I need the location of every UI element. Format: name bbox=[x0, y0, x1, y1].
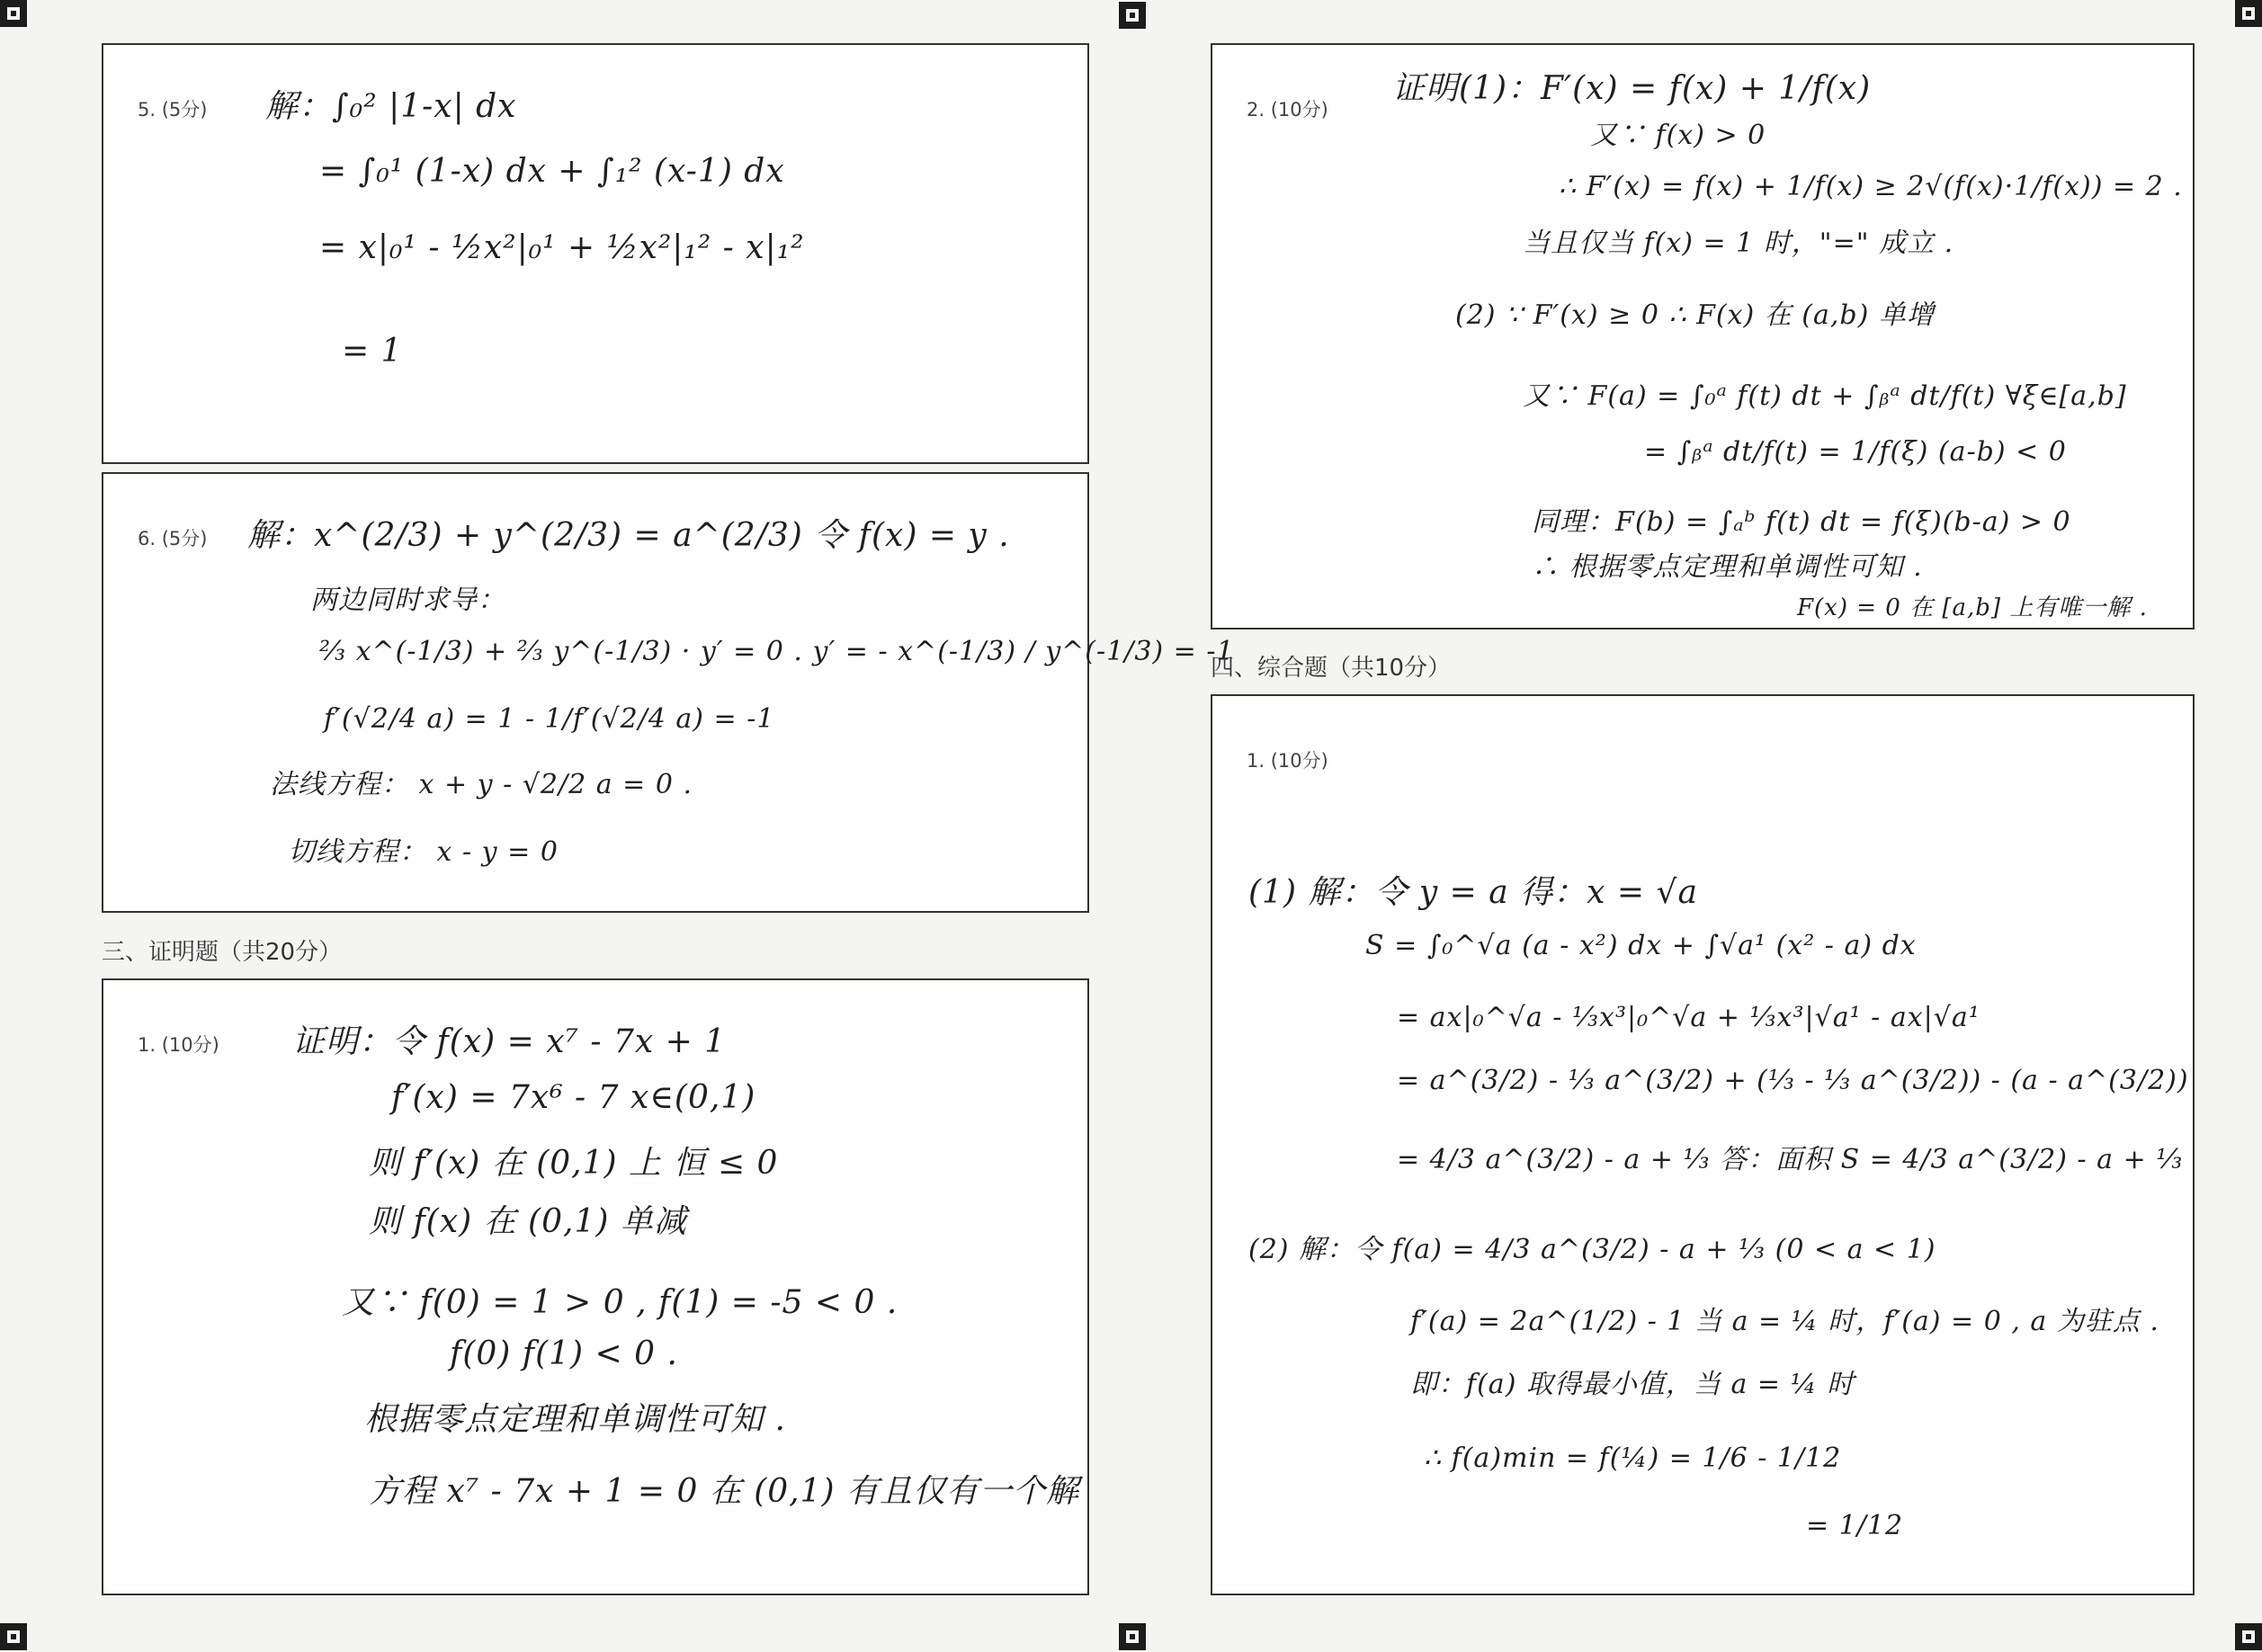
handwritten-line: f′(x) = 7x⁶ - 7 x∈(0,1) bbox=[391, 1079, 756, 1116]
handwritten-line: = 1 bbox=[342, 333, 403, 370]
handwritten-line: 两边同时求导： bbox=[310, 585, 505, 616]
handwritten-line: 同理：F(b) = ∫ₐᵇ f(t) dt = f(ξ)(b-a) > 0 bbox=[1532, 506, 2071, 538]
handwritten-line: = 4/3 a^(3/2) - a + ⅓ 答：面积 S = 4/3 a^(3/2) - a + ⅓ bbox=[1397, 1144, 2184, 1175]
handwritten-line: 则 f′(x) 在 (0,1) 上 恒 ≤ 0 bbox=[369, 1145, 779, 1182]
registration-marker-bottom-right bbox=[2235, 1623, 2262, 1650]
handwritten-line: 则 f(x) 在 (0,1) 单减 bbox=[369, 1203, 687, 1240]
answer-box-proof-1 bbox=[102, 978, 1089, 1595]
handwritten-line: 法线方程： x + y - √2/2 a = 0 . bbox=[270, 769, 693, 800]
answer-box-comprehensive-1 bbox=[1211, 694, 2195, 1595]
question-label: 1. (10分) bbox=[138, 1034, 219, 1056]
section-heading-proofs: 三、证明题（共20分） bbox=[102, 939, 343, 966]
handwritten-line: 即：f(a) 取得最小值，当 a = ¼ 时 bbox=[1410, 1369, 1855, 1400]
registration-marker-top-left bbox=[0, 0, 27, 27]
question-label: 6. (5分) bbox=[138, 528, 208, 549]
handwritten-line: = ∫ᵦᵃ dt/f(t) = 1/f(ξ) (a-b) < 0 bbox=[1644, 436, 2067, 468]
question-label: 1. (10分) bbox=[1247, 750, 1328, 772]
handwritten-line: 又∵ f(x) > 0 bbox=[1590, 120, 1766, 151]
handwritten-line: = x|₀¹ - ½x²|₀¹ + ½x²|₁² - x|₁² bbox=[319, 229, 805, 266]
handwritten-line: ⅔ x^(-1/3) + ⅔ y^(-1/3) · y′ = 0 . y′ = - x^(-1/3) / y^(-1/3) = -1 bbox=[319, 636, 1235, 667]
handwritten-line: F(x) = 0 在 [a,b] 上有唯一解 . bbox=[1797, 594, 2148, 621]
handwritten-line: ∴ f(a)min = f(¼) = 1/6 - 1/12 bbox=[1424, 1442, 1842, 1474]
handwritten-line: f′(a) = 2a^(1/2) - 1 当 a = ¼ 时，f′(a) = 0 , a 为驻点 . bbox=[1410, 1306, 2159, 1337]
handwritten-line: S = ∫₀^√a (a - x²) dx + ∫√a¹ (x² - a) dx bbox=[1365, 930, 1917, 961]
handwritten-line: f(0) f(1) < 0 . bbox=[450, 1335, 678, 1372]
handwritten-line: 解：∫₀² |1-x| dx bbox=[265, 88, 517, 125]
handwritten-line: 又∵ F(a) = ∫₀ᵃ f(t) dt + ∫ᵦᵃ dt/f(t) ∀ξ∈[a,b] bbox=[1523, 380, 2127, 412]
handwritten-line: 根据零点定理和单调性可知 . bbox=[364, 1401, 786, 1438]
handwritten-line: 又∵ f(0) = 1 > 0 , f(1) = -5 < 0 . bbox=[342, 1284, 899, 1321]
registration-marker-bottom-left bbox=[0, 1623, 27, 1650]
question-label: 2. (10分) bbox=[1247, 99, 1328, 121]
handwritten-line: = ax|₀^√a - ⅓x³|₀^√a + ⅓x³|√a¹ - ax|√a¹ bbox=[1397, 1002, 1980, 1033]
answer-box-q6 bbox=[102, 472, 1235, 913]
handwritten-line: = a^(3/2) - ⅓ a^(3/2) + (⅓ - ⅓ a^(3/2)) - (a - a^(3/2)) bbox=[1397, 1065, 2189, 1096]
handwritten-line: 证明(1)：F′(x) = f(x) + 1/f(x) bbox=[1392, 70, 1872, 107]
handwritten-line: 解：x^(2/3) + y^(2/3) = a^(2/3) 令 f(x) = y . bbox=[247, 517, 1010, 554]
handwritten-line: (2) ∵ F′(x) ≥ 0 ∴ F(x) 在 (a,b) 单增 bbox=[1455, 299, 1935, 331]
handwritten-line: ∴ F′(x) = f(x) + 1/f(x) ≥ 2√(f(x)·1/f(x)) = 2 . bbox=[1559, 171, 2183, 202]
answer-box-q5 bbox=[102, 43, 1089, 464]
registration-marker-top-center bbox=[1119, 2, 1146, 29]
registration-marker-top-right bbox=[2235, 0, 2262, 27]
handwritten-line: ∴ 根据零点定理和单调性可知 . bbox=[1532, 551, 1923, 583]
registration-marker-bottom-center bbox=[1119, 1623, 1146, 1650]
answer-box-proof-2 bbox=[1211, 43, 2195, 630]
handwritten-line: 当且仅当 f(x) = 1 时，"=" 成立 . bbox=[1523, 228, 1954, 259]
handwritten-line: = ∫₀¹ (1-x) dx + ∫₁² (x-1) dx bbox=[319, 153, 785, 190]
handwritten-line: 切线方程： x - y = 0 bbox=[288, 836, 559, 868]
handwritten-line: f′(√2/4 a) = 1 - 1/f′(√2/4 a) = -1 bbox=[324, 703, 775, 735]
handwritten-line: = 1/12 bbox=[1806, 1510, 1904, 1541]
section-heading-comprehensive: 四、综合题（共10分） bbox=[1211, 655, 1452, 682]
handwritten-line: 证明：令 f(x) = x⁷ - 7x + 1 bbox=[292, 1023, 727, 1060]
question-label: 5. (5分) bbox=[138, 99, 208, 121]
handwritten-line: (1) 解：令 y = a 得：x = √a bbox=[1248, 874, 1698, 911]
handwritten-line: 方程 x⁷ - 7x + 1 = 0 在 (0,1) 有且仅有一个解 bbox=[369, 1473, 1080, 1510]
handwritten-line: (2) 解：令 f(a) = 4/3 a^(3/2) - a + ⅓ (0 < a < 1) bbox=[1248, 1234, 1936, 1265]
